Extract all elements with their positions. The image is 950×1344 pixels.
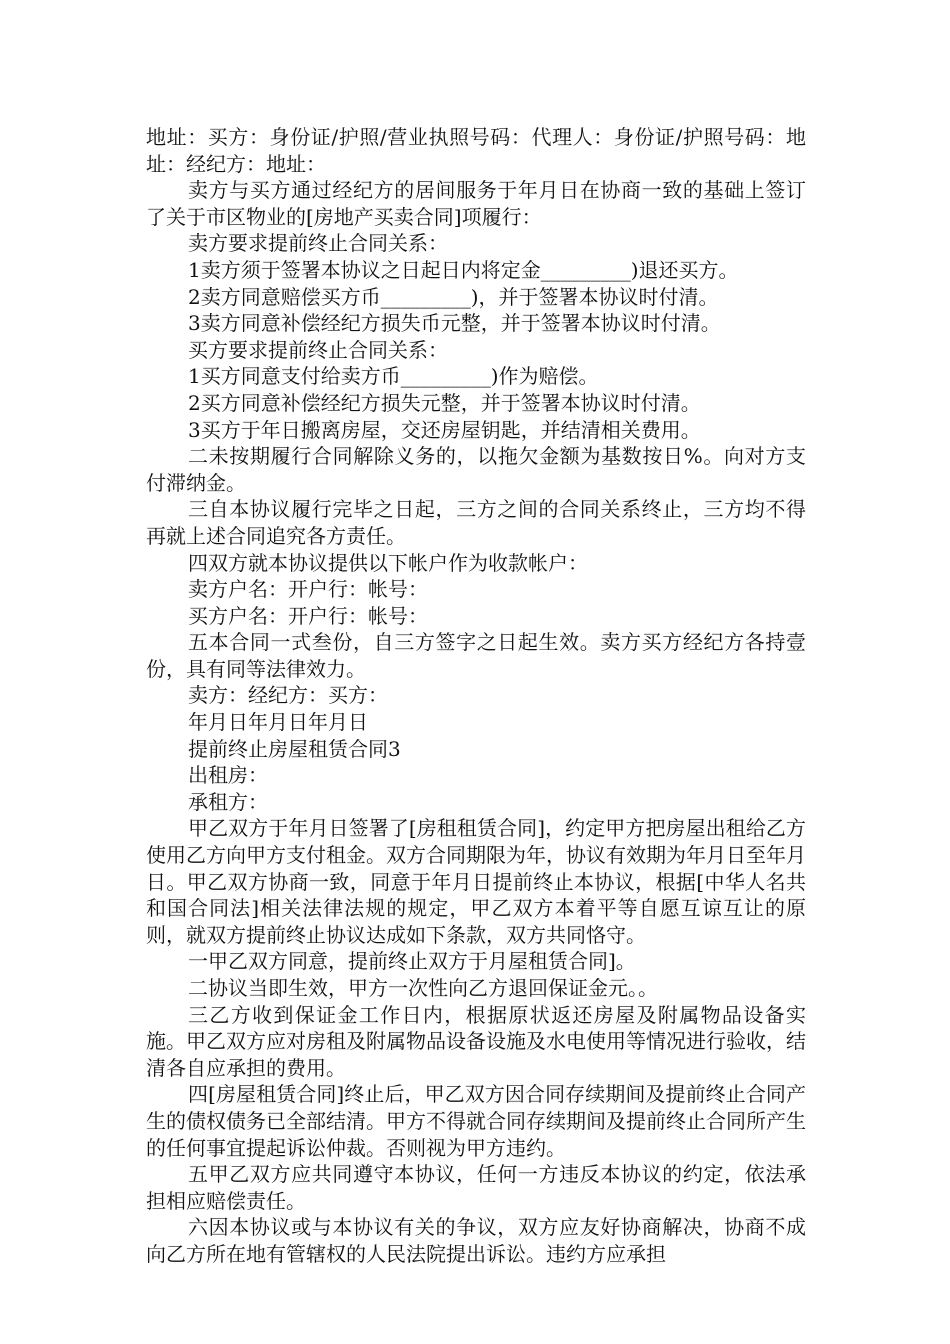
- document-paragraph: 买方户名：开户行：帐号：: [188, 603, 428, 628]
- document-paragraph: 买方要求提前终止合同关系：: [188, 337, 448, 362]
- document-paragraph: 1买方同意支付给卖方币_________)作为赔偿。: [188, 364, 599, 389]
- document-paragraph: 二协议当即生效，甲方一次性向乙方退回保证金元。。: [188, 976, 658, 1000]
- document-paragraph: 3买方于年日搬离房屋，交还房屋钥匙，并结清相关费用。: [188, 417, 701, 442]
- document-paragraph: 2卖方同意赔偿买方币_________)，并于签署本协议时付清。: [188, 284, 719, 309]
- document-paragraph: 二未按期履行合同解除义务的，以拖欠金额为基数按日%。向对方支付滞纳金。: [146, 444, 806, 495]
- document-paragraph: 1卖方须于签署本协议之日起日内将定金_________)退还买方。: [188, 257, 739, 282]
- document-paragraph: 五本合同一式叁份，自三方签字之日起生效。卖方买方经纪方各持壹份，具有同等法律效力。: [146, 630, 806, 681]
- document-paragraph: 六因本协议或与本协议有关的争议，双方应友好协商解决，协商不成向乙方所在地有管辖权的人民法院提出诉讼。违约方应承担: [146, 1215, 806, 1266]
- document-paragraph: 2买方同意补偿经纪方损失元整，并于签署本协议时付清。: [188, 390, 701, 415]
- document-paragraph: 3卖方同意补偿经纪方损失币元整，并于签署本协议时付清。: [188, 311, 721, 336]
- document-paragraph: 出租房：: [188, 763, 268, 788]
- document-paragraph: 五甲乙双方应共同遵守本协议，任何一方违反本协议的约定，依法承担相应赔偿责任。: [146, 1162, 806, 1213]
- document-paragraph: 年月日年月日年月日: [188, 710, 368, 735]
- document-paragraph: 四[房屋租赁合同]终止后，甲乙双方因合同存续期间及提前终止合同产生的债权债务已全部结清。甲方不得就合同存续期间及提前终止合同所产生的任何事宜提起诉讼仲裁。否则视为甲方违约。: [146, 1082, 806, 1160]
- document-paragraph: 承租方：: [188, 789, 268, 814]
- document-paragraph: 三乙方收到保证金工作日内，根据原状返还房屋及附属物品设备实施。甲乙双方应对房租及附属物品设备设施及水电使用等情况进行验收，结清各自应承担的费用。: [146, 1002, 806, 1080]
- document-paragraph: 卖方户名：开户行：帐号：: [188, 577, 428, 602]
- document-paragraph: 卖方要求提前终止合同关系：: [188, 231, 448, 256]
- document-paragraph: 一甲乙双方同意，提前终止双方于月屋租赁合同]。: [188, 949, 636, 974]
- document-paragraph: 卖方与买方通过经纪方的居间服务于年月日在协商一致的基础上签订了关于市区物业的[房地产买卖合同]项履行：: [146, 178, 806, 229]
- document-paragraph: 四双方就本协议提供以下帐户作为收款帐户：: [188, 550, 588, 575]
- document-body: [146, 124, 806, 1268]
- document-paragraph: 三自本协议履行完毕之日起，三方之间的合同关系终止，三方均不得再就上述合同追究各方责任。: [146, 497, 806, 548]
- document-paragraph: 卖方：经纪方：买方：: [188, 683, 388, 708]
- document-paragraph: 地址：买方：身份证/护照/营业执照号码：代理人：身份证/护照号码：地址：经纪方：地址：: [146, 125, 806, 176]
- document-paragraph: 甲乙双方于年月日签署了[房租租赁合同]，约定甲方把房屋出租给乙方使用乙方向甲方支付租金。双方合同期限为年，协议有效期为年月日至年月日。甲乙双方协商一致，同意于年月日提前终止本协议，根据[中华人名共和国合同法]相关法律法规的规定，甲乙双方本着平等自愿互谅互让的原则，就双方提前终止协议达成如下条款，双方共同恪守。: [146, 816, 806, 947]
- document-paragraph: 提前终止房屋租赁合同3: [188, 736, 401, 761]
